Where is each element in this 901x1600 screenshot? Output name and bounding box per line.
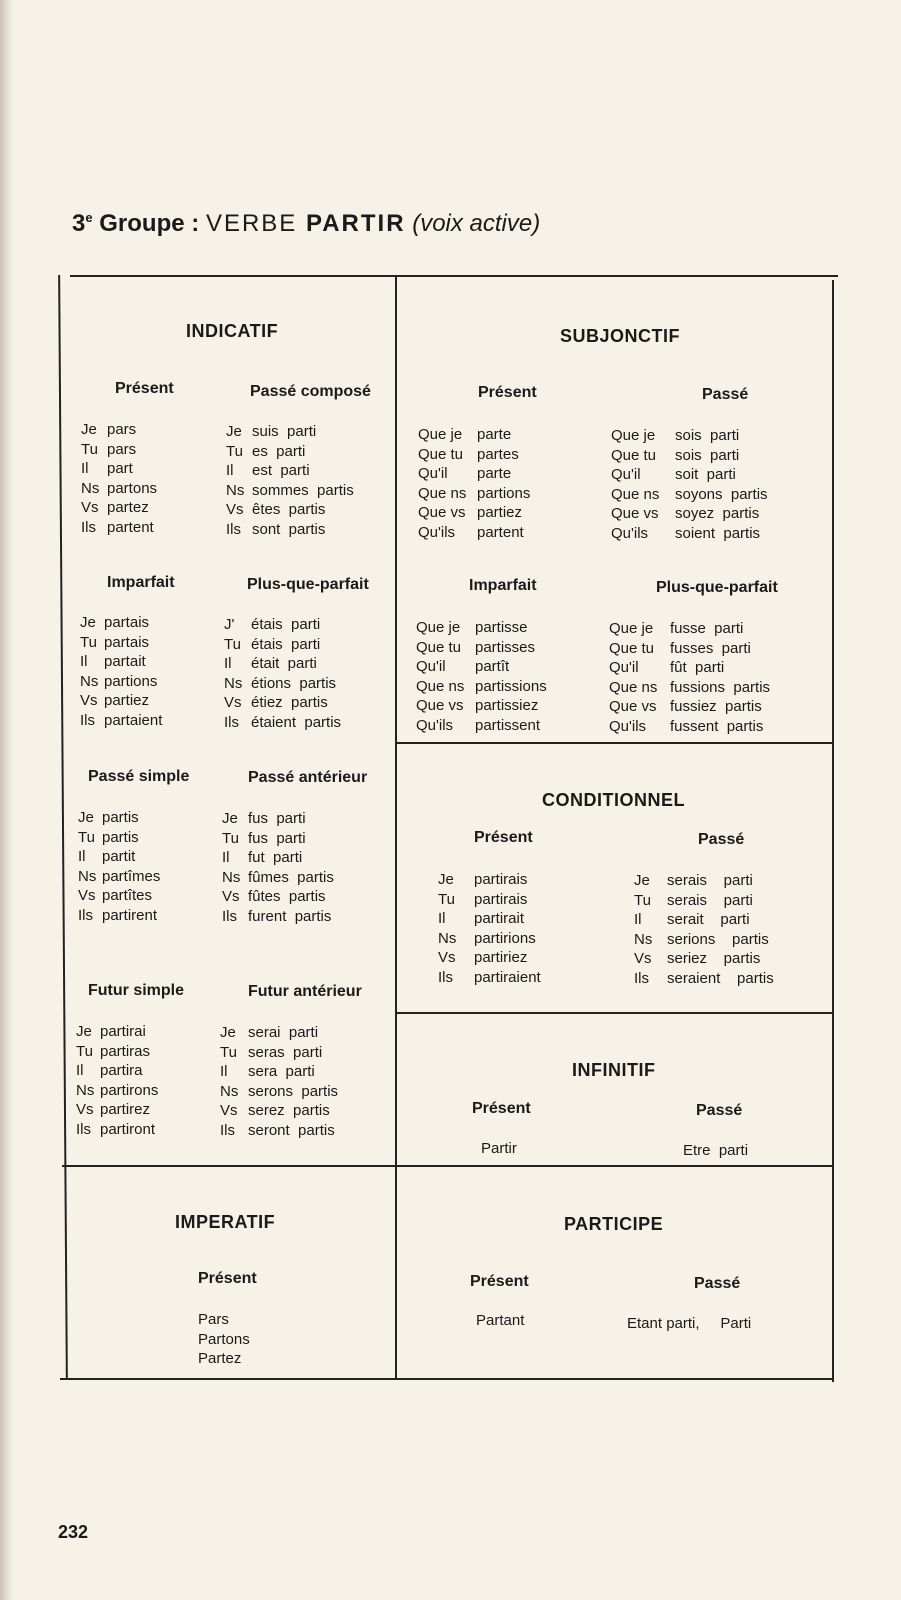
conjugation-line: J': [224, 616, 235, 633]
conjugation-line: Que vs: [611, 505, 659, 522]
conjugation-line: fussions partis: [670, 678, 771, 696]
conjugation-line: Tu: [220, 1043, 237, 1061]
page-title: [72, 210, 540, 238]
divider-bottom-row: [62, 1165, 833, 1167]
conjugation-line: Que vs: [609, 698, 657, 715]
title-group-number: 3: [72, 210, 86, 237]
conjugation-line: Que je: [611, 427, 656, 444]
conjugation-line: Il: [76, 1062, 84, 1079]
conjugation-line: Qu'ils: [609, 717, 647, 735]
table-divider-vertical: [395, 275, 397, 1378]
conjugation-line: Ils: [224, 713, 239, 731]
indicatif-passe-compose-pronouns: [226, 422, 244, 539]
conjugation-line: Que je: [418, 426, 463, 443]
conjugation-line: étiez partis: [251, 694, 328, 711]
conjugation-line: furent partis: [248, 907, 332, 925]
conjugation-line: pars: [107, 440, 137, 458]
conjugation-line: Vs: [78, 887, 96, 904]
conjugation-line: êtes partis: [252, 501, 326, 518]
conjugation-line: Vs: [76, 1101, 94, 1118]
conjugation-line: Vs: [438, 949, 456, 966]
conjugation-line: Tu: [222, 829, 239, 847]
indicatif-passe-anterieur-forms: [248, 809, 334, 926]
conjugation-line: est parti: [252, 462, 310, 479]
indicatif-passe-simple-forms: [102, 808, 160, 925]
conjugation-line: Que ns: [609, 678, 658, 696]
conjugation-line: étais parti: [251, 635, 321, 653]
conjugation-line: Qu'il: [609, 659, 639, 676]
conjugation-line: Qu'ils: [418, 523, 456, 541]
conjugation-line: Ils: [226, 520, 241, 538]
conjugation-line: Que ns: [418, 484, 467, 502]
conjugation-line: serais parti: [667, 872, 753, 889]
indicatif-plus-que-parfait-pronouns: [224, 615, 242, 732]
conjugation-line: parte: [477, 465, 512, 482]
conjugation-line: partais: [104, 614, 150, 631]
conditionnel-passe-pronouns: [634, 871, 652, 988]
conjugation-line: fût parti: [670, 659, 725, 676]
conjugation-line: étais parti: [251, 616, 321, 633]
conjugation-line: partes: [477, 445, 519, 463]
conjugation-line: fusses parti: [670, 639, 751, 657]
conjugation-line: Je: [438, 871, 454, 888]
conjugation-line: fussent partis: [670, 717, 764, 735]
conjugation-line: seras parti: [248, 1043, 323, 1061]
conjugation-line: Vs: [81, 499, 99, 516]
conjugation-line: partirons: [100, 1081, 159, 1099]
conjugation-line: Ns: [224, 674, 243, 692]
subjonctif-imparfait-label: Imparfait: [469, 577, 537, 594]
conjugation-line: fut parti: [248, 849, 303, 866]
title-verb-name: PARTIR: [305, 210, 406, 237]
conjugation-line: Tu: [76, 1042, 93, 1060]
subjonctif-heading: SUBJONCTIF: [560, 326, 681, 346]
conjugation-line: serez partis: [248, 1102, 330, 1119]
conjugation-line: es parti: [252, 442, 306, 460]
page-number: 232: [58, 1522, 89, 1542]
indicatif-plus-que-parfait-forms: [251, 615, 341, 732]
conjugation-line: partisse: [475, 619, 528, 636]
conjugation-line: partirais: [474, 871, 528, 888]
conjugation-line: parte: [477, 426, 512, 443]
conjugation-line: était parti: [251, 655, 317, 672]
conjugation-line: partiront: [100, 1120, 156, 1138]
conjugation-line: Ns: [76, 1081, 95, 1099]
divider-conditionnel-infinitif: [395, 1012, 833, 1014]
conjugation-line: partirai: [100, 1023, 146, 1040]
conjugation-line: Vs: [222, 888, 240, 905]
conjugation-line: Ils: [81, 518, 96, 536]
conjugation-line: Je: [634, 872, 650, 889]
conjugation-line: Partez: [198, 1350, 242, 1367]
conjugation-line: Qu'il: [418, 465, 448, 482]
conjugation-line: sommes partis: [252, 481, 354, 499]
indicatif-heading: INDICATIF: [186, 321, 279, 341]
conjugation-line: partiras: [100, 1042, 151, 1060]
conjugation-line: partions: [104, 672, 158, 690]
conjugation-line: fûtes partis: [248, 888, 326, 905]
conjugation-line: Tu: [78, 828, 95, 846]
subjonctif-imparfait-forms: [475, 618, 547, 735]
conjugation-line: seront partis: [248, 1121, 335, 1139]
conjugation-line: sois parti: [675, 446, 740, 464]
subjonctif-plus-que-parfait-forms: [670, 619, 770, 736]
indicatif-passe-simple-pronouns: [78, 808, 96, 925]
conjugation-line: partîmes: [102, 867, 161, 885]
conjugation-line: partissent: [475, 716, 541, 734]
conjugation-line: serai parti: [248, 1024, 319, 1041]
conjugation-line: Je: [76, 1023, 92, 1040]
conjugation-line: partîtes: [102, 887, 153, 904]
conjugation-line: Ns: [78, 867, 97, 885]
conjugation-line: Tu: [224, 635, 241, 653]
indicatif-futur-anterieur-label: Futur antérieur: [248, 983, 362, 1000]
indicatif-futur-simple-forms: [100, 1022, 158, 1139]
conjugation-line: part: [107, 460, 133, 477]
conjugation-line: Ils: [220, 1121, 235, 1139]
conjugation-line: fûmes partis: [248, 868, 334, 886]
conjugation-line: partent: [107, 518, 154, 536]
conjugation-line: partis: [102, 828, 139, 846]
subjonctif-passe-forms: [675, 426, 768, 543]
indicatif-futur-simple-pronouns: [76, 1022, 94, 1139]
conjugation-line: partions: [477, 484, 531, 502]
conjugation-line: Vs: [224, 694, 242, 711]
conjugation-line: Que je: [416, 619, 461, 636]
conjugation-line: Que ns: [611, 485, 660, 503]
indicatif-imparfait-pronouns: [80, 613, 98, 730]
conjugation-line: partiraient: [474, 968, 541, 986]
book-spine-shadow: [0, 0, 14, 1600]
conjugation-line: Que tu: [416, 638, 462, 656]
conjugation-line: Je: [222, 810, 238, 827]
conjugation-line: Tu: [81, 440, 98, 458]
conjugation-line: Que ns: [416, 677, 465, 695]
conjugation-line: partisses: [475, 638, 536, 656]
imperatif-forms: [198, 1310, 250, 1369]
indicatif-futur-anterieur-forms: [248, 1023, 338, 1140]
conjugation-line: serait parti: [667, 911, 750, 928]
conjugation-line: Je: [226, 423, 242, 440]
participe-present-value: Partant: [476, 1312, 525, 1329]
conjugation-line: Qu'il: [416, 658, 446, 675]
subjonctif-plus-que-parfait-pronouns: [609, 619, 657, 736]
conjugation-line: Tu: [80, 633, 97, 651]
conjugation-line: Il: [226, 462, 234, 479]
table-border-right: [832, 280, 834, 1382]
conjugation-line: sois parti: [675, 427, 740, 444]
table-border-bottom: [60, 1378, 833, 1380]
conjugation-line: partiez: [104, 692, 150, 709]
indicatif-present-forms: [107, 420, 157, 537]
conjugation-line: partit: [102, 848, 136, 865]
conjugation-line: sont partis: [252, 520, 326, 538]
infinitif-present-value: Partir: [481, 1140, 517, 1157]
conjugation-line: étions partis: [251, 674, 337, 692]
imperatif-heading: IMPERATIF: [175, 1212, 276, 1232]
subjonctif-plus-que-parfait-label: Plus-que-parfait: [656, 579, 778, 596]
conjugation-line: Que tu: [609, 639, 655, 657]
conjugation-line: Pars: [198, 1311, 229, 1328]
indicatif-present-label: Présent: [115, 380, 174, 397]
conjugation-line: Que vs: [416, 697, 464, 714]
subjonctif-passe-pronouns: [611, 426, 659, 543]
conjugation-line: Je: [78, 809, 94, 826]
conjugation-line: partira: [100, 1062, 143, 1079]
conjugation-line: Ils: [438, 968, 453, 986]
participe-heading: PARTICIPE: [564, 1214, 664, 1234]
conjugation-line: partirent: [102, 906, 158, 924]
conjugation-line: Il: [220, 1063, 228, 1080]
conjugation-line: Ils: [222, 907, 237, 925]
conjugation-line: suis parti: [252, 423, 317, 440]
title-group-label: Groupe :: [92, 210, 206, 237]
table-border-top: [70, 275, 838, 277]
conjugation-line: partez: [107, 499, 149, 516]
conjugation-line: Il: [438, 910, 446, 927]
conjugation-line: fussiez partis: [670, 698, 762, 715]
conjugation-line: Ns: [80, 672, 99, 690]
infinitif-present-label: Présent: [472, 1100, 531, 1117]
indicatif-imparfait-label: Imparfait: [107, 574, 175, 591]
conjugation-line: partent: [477, 523, 524, 541]
conjugation-line: soient partis: [675, 524, 761, 542]
conjugation-line: soyons partis: [675, 485, 768, 503]
conjugation-line: Qu'ils: [611, 524, 649, 542]
conjugation-line: Ils: [634, 969, 649, 987]
participe-passe-label: Passé: [694, 1275, 741, 1292]
conjugation-line: partirez: [100, 1101, 151, 1118]
conjugation-line: Vs: [220, 1102, 238, 1119]
conjugation-line: Vs: [634, 950, 652, 967]
indicatif-passe-simple-label: Passé simple: [88, 768, 190, 785]
conjugation-line: Ns: [222, 868, 241, 886]
conjugation-line: Qu'il: [611, 466, 641, 483]
conjugation-line: Il: [81, 460, 89, 477]
table-border-left: [58, 275, 67, 1378]
conjugation-line: fus parti: [248, 810, 306, 827]
conjugation-line: Que tu: [611, 446, 657, 464]
conjugation-line: Je: [80, 614, 96, 631]
subjonctif-imparfait-pronouns: [416, 618, 464, 735]
conjugation-line: étaient partis: [251, 713, 342, 731]
conditionnel-passe-label: Passé: [698, 831, 745, 848]
conjugation-line: partissiez: [475, 697, 539, 714]
infinitif-passe-label: Passé: [696, 1102, 743, 1119]
conjugation-line: Je: [220, 1024, 236, 1041]
conjugation-line: Partons: [198, 1330, 250, 1348]
indicatif-present-pronouns: [81, 420, 99, 537]
conjugation-line: partais: [104, 633, 150, 651]
conjugation-line: Ns: [438, 929, 457, 947]
conditionnel-heading: CONDITIONNEL: [542, 790, 685, 810]
conjugation-line: partiriez: [474, 949, 528, 966]
conjugation-line: partons: [107, 479, 158, 497]
conjugation-line: Vs: [80, 692, 98, 709]
indicatif-futur-anterieur-pronouns: [220, 1023, 238, 1140]
conjugation-line: fus parti: [248, 829, 306, 847]
conjugation-line: Vs: [226, 501, 244, 518]
indicatif-passe-anterieur-pronouns: [222, 809, 240, 926]
indicatif-passe-compose-forms: [252, 422, 354, 539]
indicatif-passe-anterieur-label: Passé antérieur: [248, 769, 368, 786]
conjugation-line: Tu: [634, 891, 651, 909]
conjugation-line: soyez partis: [675, 505, 760, 522]
conjugation-line: partiez: [477, 504, 523, 521]
conjugation-line: Il: [80, 653, 88, 670]
divider-subjonctif-conditionnel: [395, 742, 833, 744]
conjugation-line: Tu: [226, 442, 243, 460]
conjugation-line: Que tu: [418, 445, 464, 463]
conjugation-line: seraient partis: [667, 969, 774, 987]
imperatif-present-label: Présent: [198, 1270, 257, 1287]
infinitif-heading: INFINITIF: [572, 1060, 656, 1080]
subjonctif-present-forms: [477, 425, 530, 542]
subjonctif-present-pronouns: [418, 425, 466, 542]
conjugation-line: Tu: [438, 890, 455, 908]
conjugation-line: Ils: [78, 906, 93, 924]
conjugation-line: Ns: [634, 930, 653, 948]
indicatif-plus-que-parfait-label: Plus-que-parfait: [247, 576, 369, 593]
conjugation-line: Ns: [220, 1082, 239, 1100]
conjugation-line: Ils: [80, 711, 95, 729]
conjugation-line: Ils: [76, 1120, 91, 1138]
conjugation-line: Que je: [609, 620, 654, 637]
title-verbe: VERBE: [205, 210, 306, 237]
conjugation-line: partît: [475, 658, 510, 675]
conjugation-line: partis: [102, 809, 139, 826]
conjugation-line: partirions: [474, 929, 536, 947]
conditionnel-present-forms: [474, 870, 541, 987]
conjugation-line: partissions: [475, 677, 547, 695]
conditionnel-passe-forms: [667, 871, 774, 988]
conjugation-line: serions partis: [667, 930, 769, 948]
conditionnel-present-label: Présent: [474, 829, 533, 846]
conjugation-line: seriez partis: [667, 950, 761, 967]
indicatif-passe-compose-label: Passé composé: [250, 383, 371, 400]
conjugation-line: Il: [222, 849, 230, 866]
indicatif-imparfait-forms: [104, 613, 162, 730]
conjugation-line: Je: [81, 421, 97, 438]
conditionnel-present-pronouns: [438, 870, 456, 987]
conjugation-line: Ns: [81, 479, 100, 497]
conjugation-line: sera parti: [248, 1063, 315, 1080]
conjugation-line: partirais: [474, 890, 528, 908]
indicatif-futur-simple-label: Futur simple: [88, 982, 185, 999]
conjugation-line: soit parti: [675, 466, 736, 483]
conjugation-line: serais parti: [667, 891, 753, 909]
conjugation-line: Il: [78, 848, 86, 865]
conjugation-line: pars: [107, 421, 137, 438]
title-voice: (voix active): [405, 210, 541, 237]
conjugation-line: Il: [224, 655, 232, 672]
title-group-suffix: e: [85, 210, 93, 225]
infinitif-passe-value: Etre parti: [683, 1142, 749, 1159]
subjonctif-passe-label: Passé: [702, 386, 749, 403]
conjugation-line: partaient: [104, 711, 163, 729]
conjugation-line: Qu'ils: [416, 716, 454, 734]
conjugation-line: Il: [634, 911, 642, 928]
conjugation-line: Que vs: [418, 504, 466, 521]
conjugation-line: Ns: [226, 481, 245, 499]
participe-present-label: Présent: [470, 1273, 529, 1290]
conjugation-line: fusse parti: [670, 620, 744, 637]
participe-passe-value: Etant parti, Parti: [627, 1315, 752, 1332]
conjugation-line: serons partis: [248, 1082, 339, 1100]
conjugation-line: partirait: [474, 910, 525, 927]
conjugation-line: partait: [104, 653, 146, 670]
subjonctif-present-label: Présent: [478, 384, 537, 401]
